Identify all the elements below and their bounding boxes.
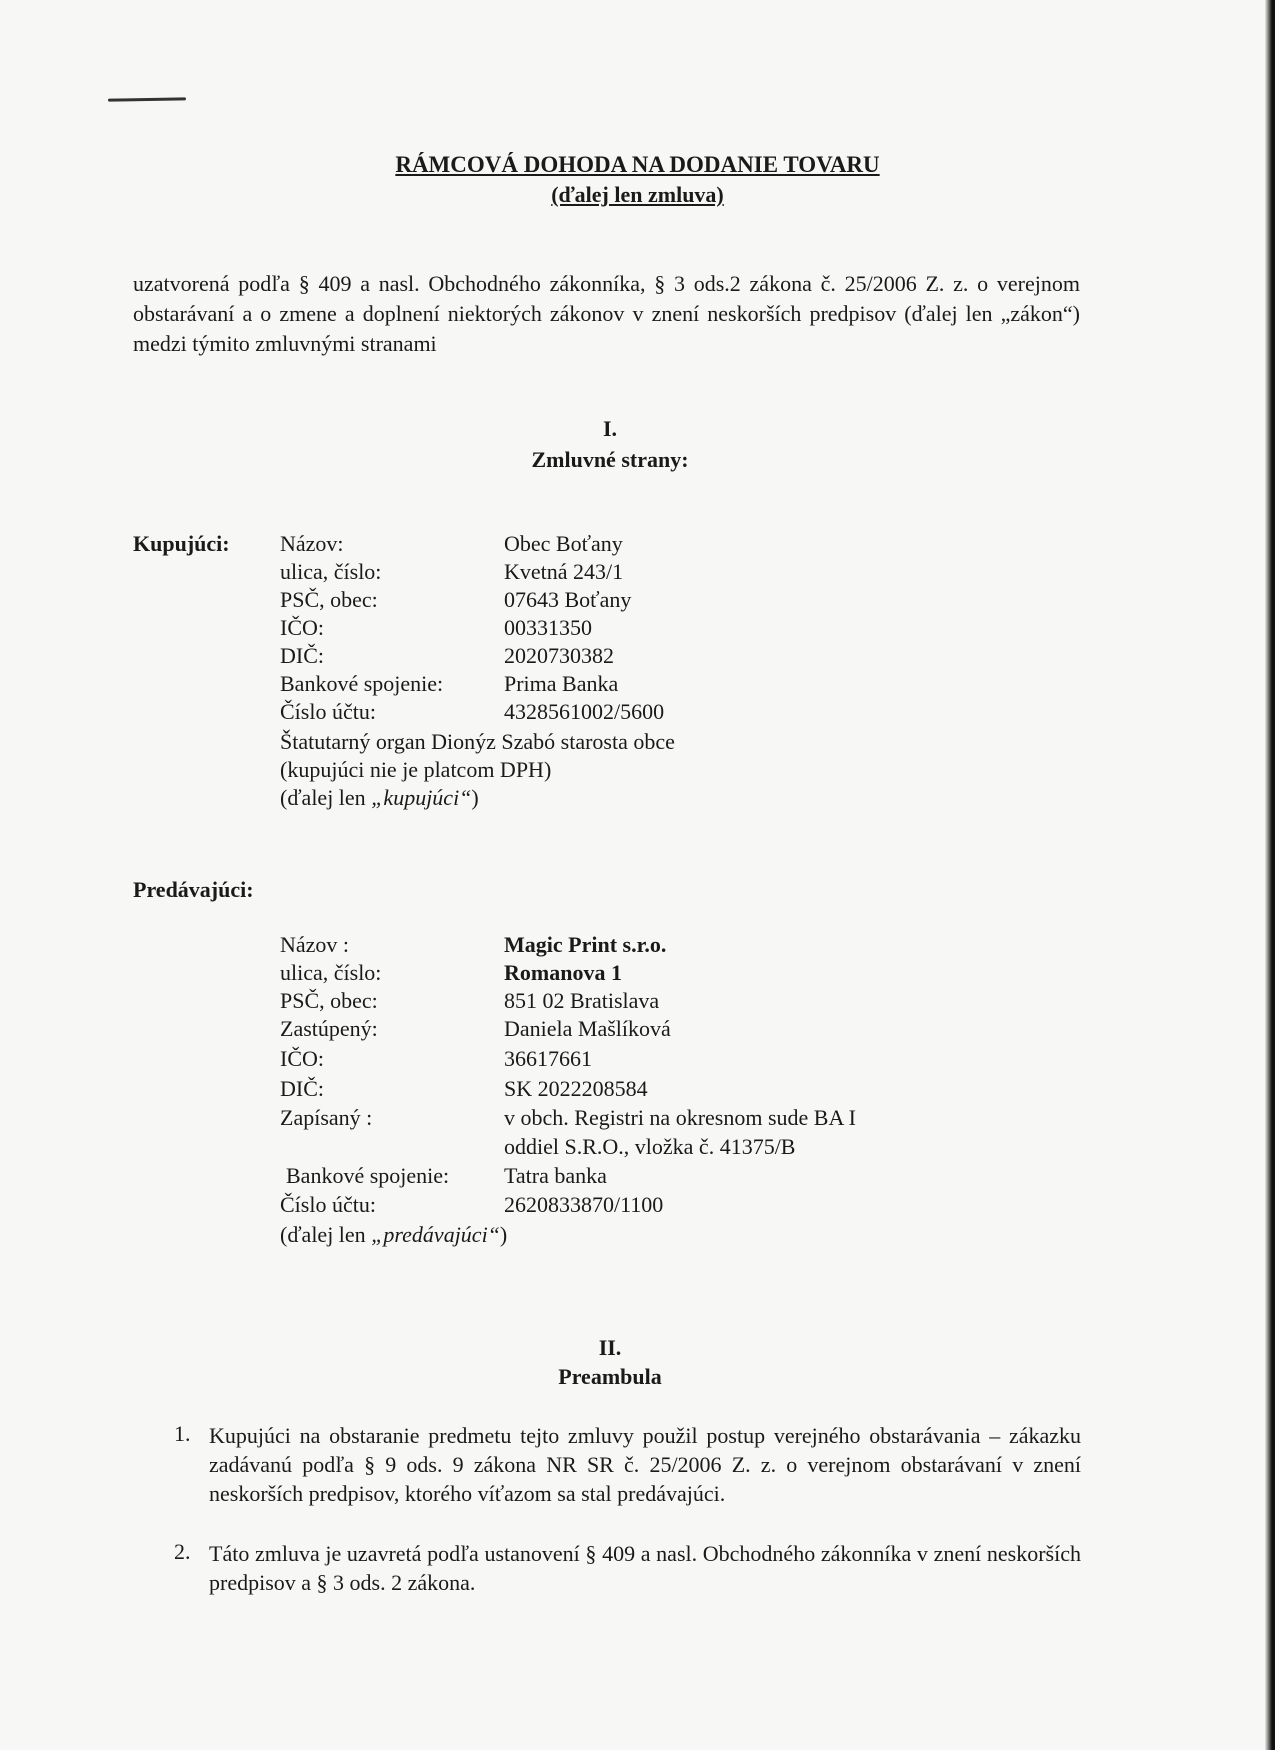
seller-field-value: v obch. Registri na okresnom sude BA I (504, 1105, 856, 1130)
seller-field-label: Bankové spojenie: (286, 1163, 450, 1188)
buyer-statutory: Štatutarný organ Dionýz Szabó starosta obce (280, 729, 675, 754)
section-2-number: II. (598, 1335, 622, 1360)
seller-field-value: oddiel S.R.O., vložka č. 41375/B (504, 1134, 796, 1159)
seller-label: Predávajúci: (133, 877, 254, 902)
section-1-heading: Zmluvné strany: (531, 447, 689, 472)
seller-field-label: PSČ, obec: (280, 988, 378, 1013)
buyer-field-value: 4328561002/5600 (504, 699, 665, 724)
buyer-field-label: DIČ: (280, 643, 324, 668)
scan-edge-shadow (1265, 0, 1275, 1750)
preamble-item-number: 1. (174, 1421, 191, 1446)
seller-field-label: IČO: (280, 1046, 324, 1071)
seller-field-value: Magic Print s.r.o. (504, 932, 667, 957)
buyer-field-label: ulica, číslo: (280, 559, 382, 584)
seller-alias (280, 1222, 507, 1248)
seller-field-label: DIČ: (280, 1076, 324, 1101)
buyer-field-value: Obec Boťany (504, 531, 623, 556)
buyer-label: Kupujúci: (133, 531, 230, 556)
handwritten-dash-mark (108, 97, 186, 101)
intro-paragraph: uzatvorená podľa § 409 a nasl. Obchodného zákonníka, § 3 ods.2 zákona č. 25/2006 Z. z. o verejnom obstarávaní a o zmene a doplnení niektorých zákonov v znení neskorších predpisov (ďalej len „zákon“) medzi týmito zmluvnými stranami (133, 271, 1080, 356)
buyer-field-label: IČO: (280, 615, 324, 640)
document-title: RÁMCOVÁ DOHODA NA DODANIE TOVARU (395, 152, 880, 177)
buyer-field-label: Bankové spojenie: (280, 671, 444, 696)
seller-field-value: Romanova 1 (504, 960, 622, 985)
section-2-heading: Preambula (558, 1364, 662, 1389)
seller-field-label: Zapísaný : (280, 1105, 373, 1130)
buyer-field-value: Kvetná 243/1 (504, 559, 624, 584)
seller-field-label: Názov : (280, 932, 350, 957)
document-subtitle: (ďalej len zmluva) (551, 182, 724, 207)
seller-field-value: Daniela Mašlíková (504, 1016, 671, 1041)
alias-suffix: ) (471, 785, 479, 810)
alias-name: „kupujúci“ (371, 785, 472, 810)
alias-suffix: ) (499, 1222, 508, 1247)
seller-field-value: Tatra banka (504, 1163, 607, 1188)
seller-field-label: Číslo účtu: (280, 1192, 376, 1217)
seller-field-label: Zastúpený: (280, 1016, 378, 1041)
seller-field-value: 2620833870/1100 (504, 1192, 664, 1217)
alias-prefix: (ďalej len (280, 1222, 372, 1247)
buyer-field-value: 07643 Boťany (504, 587, 632, 612)
seller-field-value: 851 02 Bratislava (504, 988, 660, 1013)
seller-field-label: ulica, číslo: (280, 960, 382, 985)
seller-field-value: 36617661 (504, 1046, 592, 1071)
buyer-field-value: 2020730382 (504, 643, 614, 668)
alias-name: „predávajúci“ (371, 1222, 500, 1247)
seller-field-value: SK 2022208584 (504, 1076, 648, 1101)
buyer-field-label: PSČ, obec: (280, 587, 378, 612)
preamble-item-text: Kupujúci na obstaranie predmetu tejto zmluvy použil postup verejného obstarávania – zákazku zadávanú podľa § 9 ods. 9 zákona NR SR č. 25/2006 Z. z. o verejnom obstarávaní v znení neskorších predpisov, ktorého víťazom sa stal predávajúci. (209, 1423, 1081, 1506)
section-1-number: I. (602, 416, 618, 441)
alias-prefix: (ďalej len (280, 785, 372, 810)
buyer-field-value: Prima Banka (504, 671, 619, 696)
buyer-field-label: Číslo účtu: (280, 699, 376, 724)
buyer-alias (280, 785, 479, 811)
buyer-field-label: Názov: (280, 531, 344, 556)
preamble-item-number: 2. (174, 1539, 191, 1564)
buyer-vat-note: (kupujúci nie je platcom DPH) (280, 757, 552, 782)
preamble-item-text: Táto zmluva je uzavretá podľa ustanovení § 409 a nasl. Obchodného zákonníka v znení neskorších predpisov a § 3 ods. 2 zákona. (209, 1541, 1081, 1595)
buyer-field-value: 00331350 (504, 615, 592, 640)
